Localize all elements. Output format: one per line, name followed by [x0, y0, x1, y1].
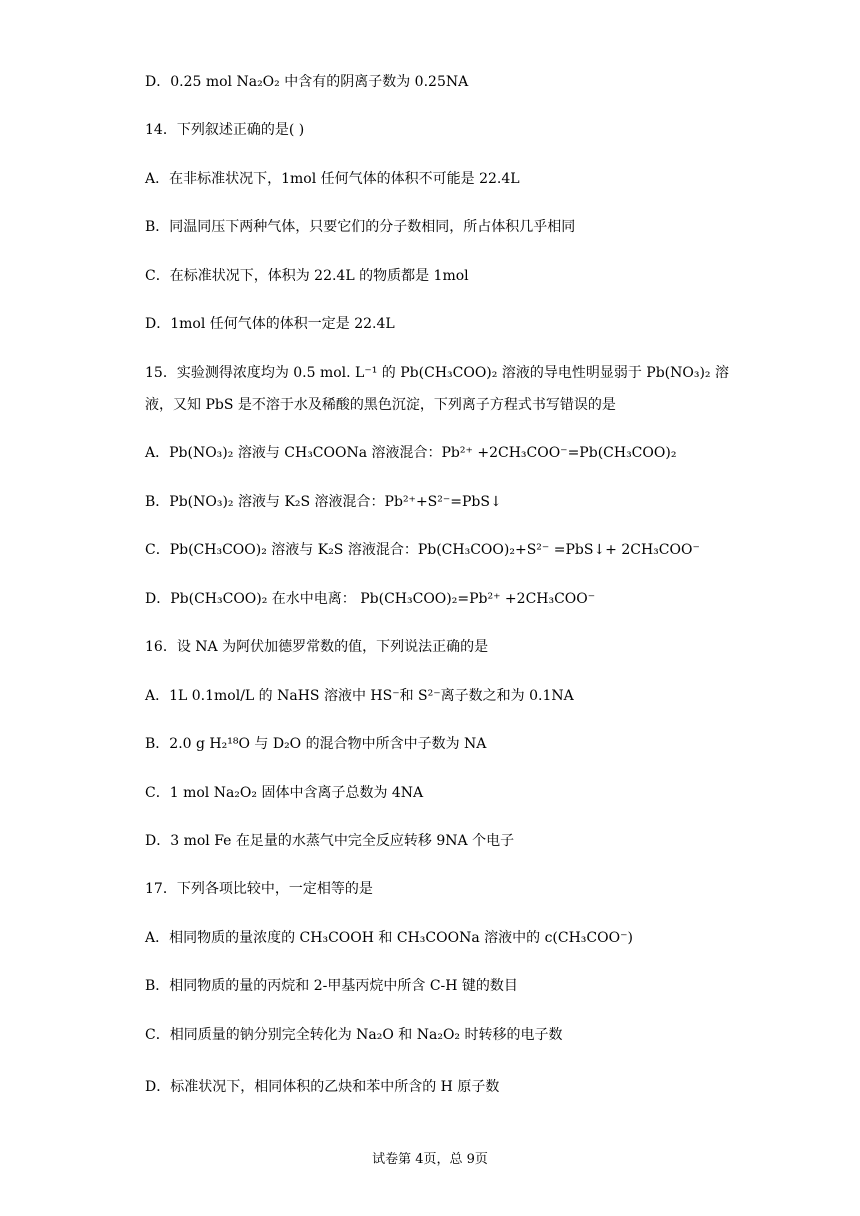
q15-option-a: A．Pb(NO₃)₂ 溶液与 CH₃COONa 溶液混合：Pb²⁺ +2CH₃COO⁻=Pb(CH₃COO)₂ [145, 445, 677, 461]
q14-option-a: A．在非标准状况下，1mol 任何气体的体积不可能是 22.4L [145, 171, 520, 187]
q14-option-b: B．同温同压下两种气体，只要它们的分子数相同，所占体积几乎相同 [145, 219, 576, 235]
q13-option-d: D．0.25 mol Na₂O₂ 中含有的阴离子数为 0.25NA [145, 74, 469, 90]
q16-option-d: D．3 mol Fe 在足量的水蒸气中完全反应转移 9NA 个电子 [145, 833, 515, 849]
q16-stem: 16．设 NA 为阿伏加德罗常数的值，下列说法正确的是 [145, 639, 489, 655]
q17-option-c: C．相同质量的钠分别完全转化为 Na₂O 和 Na₂O₂ 时转移的电子数 [145, 1027, 563, 1043]
q14-stem: 14．下列叙述正确的是( ) [145, 122, 305, 138]
q16-option-c: C．1 mol Na₂O₂ 固体中含离子总数为 4NA [145, 785, 424, 801]
q15-option-b: B．Pb(NO₃)₂ 溶液与 K₂S 溶液混合：Pb²⁺+S²⁻=PbS↓ [145, 494, 502, 510]
q16-option-b: B．2.0 g H₂¹⁸O 与 D₂O 的混合物中所含中子数为 NA [145, 736, 487, 752]
q17-stem: 17．下列各项比较中，一定相等的是 [145, 881, 373, 897]
q14-option-c: C．在标准状况下，体积为 22.4L 的物质都是 1mol [145, 268, 469, 284]
q14-option-d: D．1mol 任何气体的体积一定是 22.4L [145, 316, 395, 332]
q15-option-d: D．Pb(CH₃COO)₂ 在水中电离： Pb(CH₃COO)₂=Pb²⁺ +2CH₃COO⁻ [145, 591, 596, 607]
q17-option-d: D．标准状况下，相同体积的乙炔和苯中所含的 H 原子数 [145, 1079, 500, 1095]
q15-option-c: C．Pb(CH₃COO)₂ 溶液与 K₂S 溶液混合：Pb(CH₃COO)₂+S²⁻ =PbS↓+ 2CH₃COO⁻ [145, 542, 700, 558]
page-footer: 试卷第 4页，总 9页 [372, 1152, 488, 1167]
q15-stem-line2: 液，又知 PbS 是不溶于水及稀酸的黑色沉淀，下列离子方程式书写错误的是 [145, 397, 616, 413]
q17-option-b: B．相同物质的量的丙烷和 2-甲基丙烷中所含 C-H 键的数目 [145, 978, 518, 994]
q17-option-a: A．相同物质的量浓度的 CH₃COOH 和 CH₃COONa 溶液中的 c(CH₃COO⁻) [145, 930, 633, 946]
q16-option-a: A．1L 0.1mol/L 的 NaHS 溶液中 HS⁻和 S²⁻离子数之和为 0.1NA [145, 688, 574, 704]
q15-stem-line1: 15．实验测得浓度均为 0.5 mol. L⁻¹ 的 Pb(CH₃COO)₂ 溶液的导电性明显弱于 Pb(NO₃)₂ 溶 [145, 365, 729, 381]
